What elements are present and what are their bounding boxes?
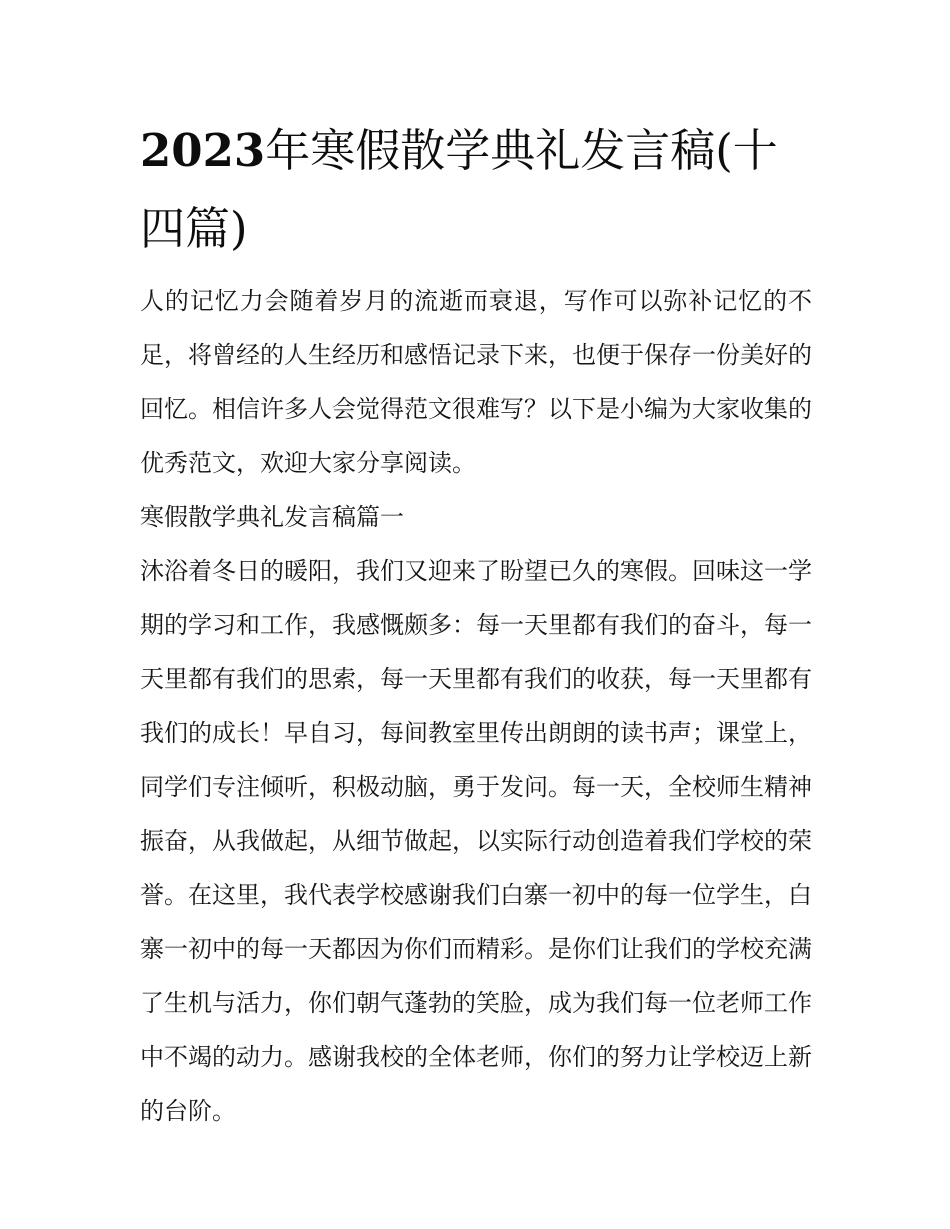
document-content xyxy=(140,112,812,1138)
intro-paragraph: 人的记忆力会随着岁月的流逝而衰退，写作可以弥补记忆的不足，将曾经的人生经历和感悟记录下来，也便于保存一份美好的回忆。相信许多人会觉得范文很难写？以下是小编为大家收集的优秀范文，欢迎大家分享阅读。 xyxy=(140,287,812,477)
body-paragraph: 沐浴着冬日的暖阳，我们又迎来了盼望已久的寒假。回味这一学期的学习和工作，我感慨颇多：每一天里都有我们的奋斗，每一天里都有我们的思索，每一天里都有我们的收获，每一天里都有我们的成长！早自习，每间教室里传出朗朗的读书声；课堂上，同学们专注倾听，积极动脑，勇于发问。每一天，全校师生精神振奋，从我做起，从细节做起，以实际行动创造着我们学校的荣誉。在这里，我代表学校感谢我们白寨一初中的每一位学生，白寨一初中的每一天都因为你们而精彩。是你们让我们的学校充满了生机与活力，你们朝气蓬勃的笑脸，成为我们每一位老师工作中不竭的动力。感谢我校的全体老师，你们的努力让学校迈上新的台阶。 xyxy=(140,557,812,1125)
title-text: 年寒假散学典礼发言稿(十四篇) xyxy=(140,124,778,255)
title-year: 2023 xyxy=(140,124,266,177)
document-title xyxy=(140,112,812,268)
section-heading: 寒假散学典礼发言稿篇一 xyxy=(140,503,404,531)
